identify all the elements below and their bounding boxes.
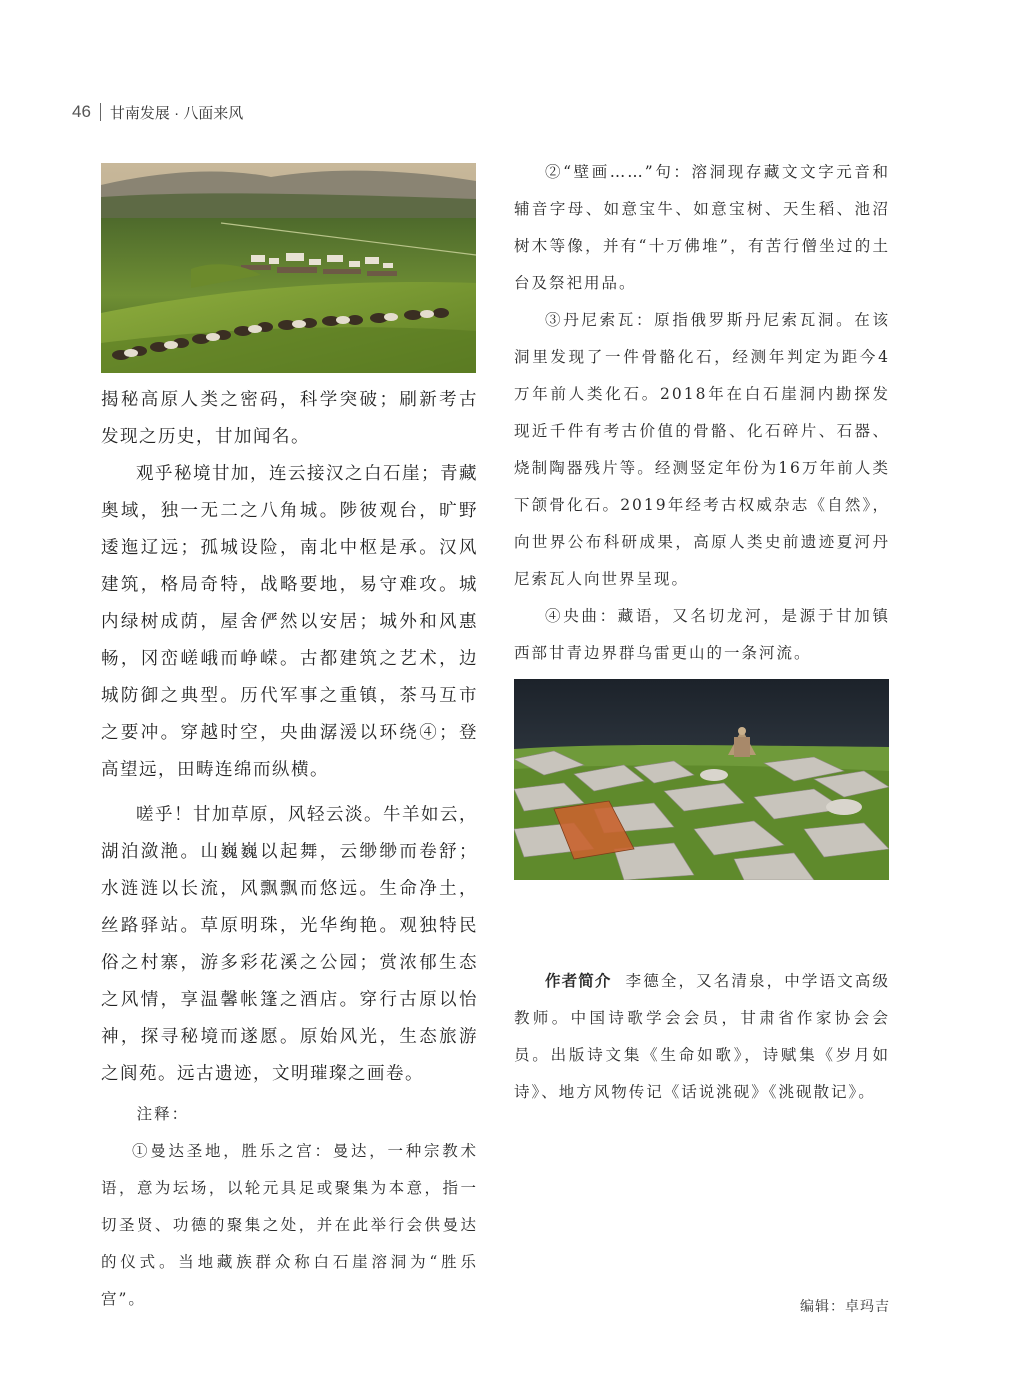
notes-heading: 注释：: [136, 1105, 190, 1123]
paragraph-1: 揭秘高原人类之密码，科学突破；刷新考古发现之历史，甘加闻名。: [101, 389, 478, 446]
page-number: 46: [72, 102, 91, 121]
paragraph-3: 嗟乎！甘加草原，风轻云淡。牛羊如云，湖泊潋滟。山巍巍以起舞，云缈缈而卷舒；水涟涟以长流，风飘飘而悠远。生命净土，丝路驿站。草原明珠，光华绚艳。观独特民俗之村寨，游多彩花溪之公园；赏浓郁生态之风情，享温馨帐篷之酒店。穿行古原以怡神，探寻秘境而遂愿。原始风光，生态旅游之阆苑。远古遗迹，文明璀璨之画卷。: [101, 804, 478, 1083]
paragraph-2: 观乎秘境甘加，连云接汉之白石崖；青藏奥域，独一无二之八角城。陟彼观台，旷野逶迤辽远；孤城设险，南北中枢是承。汉风建筑，格局奇特，战略要地，易守难攻。城内绿树成荫，屋舍俨然以安居；城外和风惠畅，冈峦嵯峨而峥嵘。古都建筑之艺术，边城防御之典型。历代军事之重镇，茶马互市之要冲。穿越时空，央曲潺湲以环绕④；登高望远，田畴连绵而纵横。: [101, 463, 478, 779]
right-column-notes: [514, 154, 890, 672]
editor-credit: 编辑：卓玛吉: [800, 1299, 890, 1315]
author-bio: [514, 963, 890, 1111]
note-3: ③丹尼索瓦：原指俄罗斯丹尼索瓦洞。在该洞里发现了一件骨骼化石，经测年判定为距今4万年前人类化石。2018年在白石崖洞内勘探发现近千件有考古价值的骨骼、化石碎片、石器、烧制陶器残片等。经测竖定年份为16万年前人类下颌骨化石。2019年经考古权威杂志《自然》，向世界公布科研成果，高原人类史前遗迹夏河丹尼索瓦人向世界呈现。: [514, 311, 890, 588]
grassland-sheep-village-photo: [101, 163, 476, 373]
author-bio-text: 李德全，又名清泉，中学语文高级教师。中国诗歌学会会员，甘肃省作家协会会员。出版诗文集《生命如歌》，诗赋集《岁月如诗》、地方风物传记《话说洮砚》《洮砚散记》。: [514, 972, 890, 1101]
author-label: 作者简介: [545, 973, 612, 990]
header-divider: [100, 103, 101, 121]
note-1: ①曼达圣地，胜乐之宫：曼达，一种宗教术语，意为坛场，以轮元具足或聚集为本意，指一切圣贤、功德的聚集之处，并在此举行会供曼达的仪式。当地藏族群众称白石崖溶洞为“胜乐宫”。: [101, 1142, 478, 1308]
rocky-highland-stupa-photo: [514, 679, 889, 880]
section-title: 甘南发展 · 八面来风: [109, 104, 244, 122]
note-2: ②“壁画……”句：溶洞现存藏文文字元音和辅音字母、如意宝牛、如意宝树、天生稻、池沼树木等像，并有“十万佛堆”，有苦行僧坐过的土台及祭祀用品。: [514, 163, 890, 292]
note-4: ④央曲：藏语，又名切龙河，是源于甘加镇西部甘青边界群乌雷更山的一条河流。: [514, 607, 890, 662]
running-header: [72, 100, 243, 124]
left-column: [101, 381, 478, 1318]
